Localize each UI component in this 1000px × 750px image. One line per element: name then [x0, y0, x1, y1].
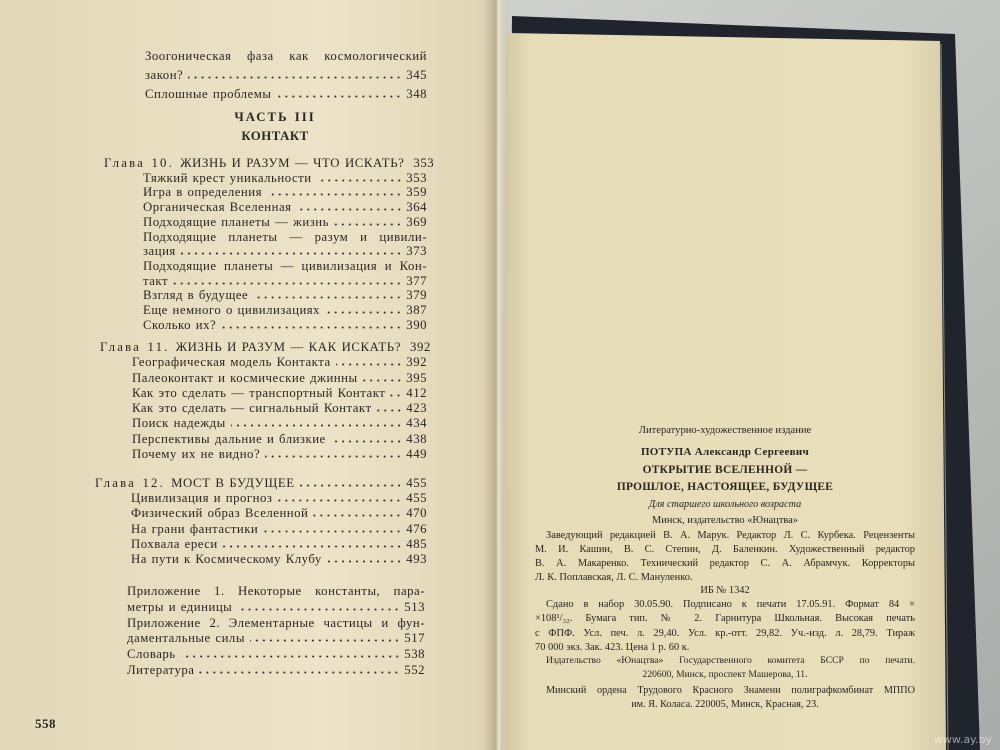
leader-dots	[277, 499, 402, 502]
leader-dots	[334, 223, 402, 226]
leader-dots	[300, 484, 403, 487]
publisher-address-line: Издательство «Юнацтва» Государственного комитета БССР по печати.	[546, 655, 915, 666]
toc-entry-row	[143, 185, 427, 200]
author-name: ПОТУПА Александр Сергеевич	[640, 446, 810, 458]
toc-entry-row	[143, 171, 427, 186]
toc-page-number: 513	[404, 599, 425, 614]
toc-page-number: 517	[404, 631, 425, 646]
toc-page-number: 538	[404, 647, 425, 662]
toc-entry-row	[131, 491, 427, 506]
part-number: ЧАСТЬ III	[234, 110, 316, 124]
toc-entry-row	[132, 371, 427, 386]
right-page-colophon	[535, 0, 915, 750]
toc-entry	[100, 401, 427, 416]
toc-entry-text: На грани фантастики	[131, 521, 259, 536]
toc-entry	[104, 171, 427, 186]
toc-entry	[127, 584, 425, 616]
print-details	[535, 598, 915, 656]
toc-page-number: 373	[406, 244, 427, 259]
leader-dots	[317, 179, 403, 182]
toc-entry-row	[127, 600, 425, 616]
leader-dots	[363, 379, 403, 382]
leader-dots	[263, 530, 402, 533]
toc-entry-row	[132, 355, 427, 370]
toc-entry-row	[145, 85, 427, 104]
chapter-section	[100, 340, 431, 462]
toc-entry-text: Приложение 1. Некоторые константы, пара-	[127, 584, 425, 598]
chapter-page-number: 353	[413, 156, 435, 170]
toc-page-number: 345	[406, 68, 427, 82]
toc-entry-text: Похвала ереси	[131, 536, 218, 551]
printer-info-line: Минский ордена Трудового Красного Знамени полиграфкомбинат МППО	[546, 685, 915, 696]
credits-line: Заведующий редакцией В. А. Марук. Редактор Л. С. Курбека. Рецензенты	[546, 530, 915, 541]
toc-page-number: 438	[406, 431, 427, 446]
toc-entry	[95, 491, 427, 506]
chapter-label: Глава 12.	[95, 476, 166, 490]
toc-entry	[104, 230, 427, 259]
toc-entry	[100, 386, 427, 401]
toc-entry	[104, 200, 427, 215]
toc-entry-row	[127, 663, 425, 679]
toc-page-number: 359	[406, 185, 427, 200]
toc-page-number: 423	[406, 401, 427, 416]
print-details-line: ×108¹/₃₂. Бумага тип. № 2. Гарнитура Школьная. Высокая печать	[535, 613, 915, 624]
target-audience: Для старшего школьного возраста	[648, 499, 802, 510]
toc-page-number: 434	[406, 416, 427, 431]
toc-entry	[145, 47, 427, 85]
toc-entry-row	[131, 537, 427, 552]
toc-entry-text: Географическая модель Контакта	[132, 355, 331, 370]
leader-dots	[231, 424, 403, 427]
leader-dots	[188, 76, 402, 79]
toc-entry-row	[131, 522, 427, 537]
toc-entry-row	[132, 447, 427, 462]
toc-entry-text: закон?	[145, 68, 184, 82]
leader-dots	[199, 671, 400, 674]
leader-dots	[325, 311, 402, 314]
toc-page-number: 449	[406, 447, 427, 462]
toc-entry-row	[145, 66, 427, 85]
toc-entry-text: Почему их не видно?	[132, 447, 261, 462]
toc-entry-row	[143, 274, 427, 289]
chapter-title: ЖИЗНЬ И РАЗУМ — ЧТО ИСКАТЬ?	[180, 156, 405, 170]
toc-entry-row	[143, 200, 427, 215]
toc-entry-text: Подходящие планеты — жизнь	[143, 214, 329, 229]
toc-entry	[104, 318, 427, 333]
chapter-page-number: 455	[406, 476, 427, 490]
toc-entry	[95, 506, 427, 521]
part-heading	[100, 108, 450, 146]
toc-entry	[100, 432, 427, 447]
toc-entry-row	[143, 318, 427, 333]
part-title: КОНТАКТ	[241, 129, 309, 143]
credits-line: В. А. Макаренко. Технический редактор С. А. Абрамчук. Корректоры	[535, 558, 915, 569]
toc-page-number: 390	[406, 317, 427, 332]
toc-entry	[95, 537, 427, 552]
chapter-title: ЖИЗНЬ И РАЗУМ — КАК ИСКАТЬ?	[175, 340, 402, 354]
leader-dots	[250, 639, 400, 642]
toc-entry-text: Сплошные проблемы	[145, 87, 272, 101]
toc-entry-row	[143, 244, 427, 259]
leader-dots	[181, 252, 402, 255]
toc-entry-row	[132, 386, 427, 401]
toc-page-number: 353	[406, 170, 427, 185]
publisher-line: Минск, издательство «Юнацтва»	[652, 515, 798, 526]
leader-dots	[276, 95, 402, 98]
credits-line: М. И. Кашин, В. С. Степин, Д. Баленкин. Художественный редактор	[535, 544, 915, 555]
toc-entry-row	[132, 401, 427, 416]
chapter-page-number: 392	[410, 340, 431, 354]
publisher-address	[535, 654, 915, 681]
toc-entry-text: Палеоконтакт и космические джинны	[132, 370, 358, 385]
publisher-address-line: 220600, Минск, проспект Машерова, 11.	[642, 668, 808, 680]
watermark: www.ay.by	[933, 733, 992, 746]
toc-entry-row	[132, 432, 427, 447]
edition-type: Литературно-художественное издание	[638, 425, 812, 436]
toc-entry	[104, 259, 427, 288]
toc-entry-text: Зоогоническая фаза как космологический	[145, 49, 427, 63]
page-number: 558	[35, 716, 56, 731]
leader-dots	[327, 560, 403, 563]
toc-entry-text: Еще немного о цивилизациях	[143, 303, 321, 318]
toc-page-number: 455	[406, 491, 427, 506]
toc-entry-text: Подходящие планеты — цивилизация и Кон-	[143, 258, 427, 273]
toc-entry	[145, 85, 427, 104]
chapter-section	[95, 476, 427, 567]
book-title	[535, 462, 915, 496]
toc-entry-text: Словарь	[127, 647, 176, 662]
toc-entry-text: Физический образ Вселенной	[131, 506, 309, 521]
toc-entry-row	[143, 215, 427, 230]
toc-page-number: 485	[406, 536, 427, 551]
toc-entry-text: Как это сделать — сигнальный Контакт	[132, 401, 372, 416]
chapter-section	[104, 156, 435, 332]
toc-entry-row	[127, 631, 425, 647]
leader-dots	[181, 655, 401, 658]
chapter-heading	[100, 340, 431, 355]
toc-entry-text: Цивилизация и прогноз	[131, 491, 273, 506]
toc-top-entries	[145, 47, 427, 104]
toc-entry-text: Игра в определения	[143, 185, 263, 200]
toc-entry	[127, 663, 425, 679]
leader-dots	[253, 296, 402, 299]
leader-dots	[173, 282, 402, 285]
toc-page-number: 377	[406, 273, 427, 288]
editorial-credits	[535, 529, 915, 585]
toc-entry-text: На пути к Космическому Клубу	[131, 552, 322, 567]
toc-entry	[104, 288, 427, 303]
toc-entry-text: Взгляд в будущее	[143, 288, 249, 303]
toc-page-number: 379	[406, 288, 427, 303]
toc-entry-row	[143, 288, 427, 303]
toc-entry	[100, 371, 427, 386]
leader-dots	[265, 455, 402, 458]
toc-page-number: 364	[406, 200, 427, 215]
toc-entry	[100, 416, 427, 431]
leader-dots	[390, 394, 402, 397]
leader-dots	[223, 545, 403, 548]
toc-page-number: 412	[406, 385, 427, 400]
leader-dots	[237, 608, 400, 611]
chapter-heading	[95, 476, 427, 491]
toc-page-number: 369	[406, 214, 427, 229]
chapter-title: МОСТ В БУДУЩЕЕ	[171, 476, 295, 490]
toc-entry-text: Приложение 2. Элементарные частицы и фун-	[127, 615, 425, 630]
toc-page-number: 395	[406, 370, 427, 385]
leader-dots	[336, 363, 403, 366]
toc-entry-text: зация	[143, 244, 176, 259]
toc-appendices	[127, 584, 425, 679]
chapter-heading	[104, 156, 435, 171]
toc-entry-text: Подходящие планеты — разум и цивили-	[143, 229, 427, 244]
leader-dots	[377, 409, 403, 412]
ib-number: ИБ № 1342	[700, 585, 750, 596]
print-details-line: 70 000 экз. Зак. 423. Цена 1 р. 60 к.	[535, 642, 690, 653]
toc-page-number: 387	[406, 303, 427, 318]
toc-entry-text: Тяжкий крест уникальности	[143, 170, 312, 185]
toc-entry	[95, 522, 427, 537]
toc-entry-row	[127, 647, 425, 663]
leader-dots	[221, 326, 402, 329]
toc-entry	[95, 552, 427, 567]
toc-entry-text: метры и единицы	[127, 599, 233, 614]
toc-page-number: 392	[406, 355, 427, 370]
book-title-line: ПРОШЛОЕ, НАСТОЯЩЕЕ, БУДУЩЕЕ	[616, 481, 834, 493]
toc-entry	[127, 616, 425, 648]
leader-dots	[267, 193, 402, 196]
toc-entry	[100, 355, 427, 370]
print-details-line: Сдано в набор 30.05.90. Подписано к печати 17.05.91. Формат 84 ×	[546, 598, 915, 610]
toc-page-number: 493	[406, 552, 427, 567]
toc-entry-text: Как это сделать — транспортный Контакт	[132, 385, 386, 400]
toc-page-number: 552	[404, 662, 425, 677]
book-title-line: ОТКРЫТИЕ ВСЕЛЕННОЙ —	[642, 464, 808, 476]
toc-entry	[104, 303, 427, 318]
toc-entry-row	[132, 416, 427, 431]
toc-entry-text: такт	[143, 273, 169, 288]
printer-info-line: им. Я. Коласа. 220005, Минск, Красная, 23.	[631, 698, 819, 710]
chapter-label: Глава 11.	[100, 340, 170, 354]
toc-entry-row	[143, 303, 427, 318]
toc-entry-text: Поиск надежды	[132, 416, 226, 431]
toc-entry-row	[131, 506, 427, 521]
toc-entry	[127, 647, 425, 663]
toc-entry-text: Органическая Вселенная	[143, 200, 292, 215]
credits-line: Л. К. Поплавская, Л. С. Мануленко.	[535, 572, 693, 583]
leader-dots	[313, 514, 402, 517]
toc-entry-text: Сколько их?	[143, 317, 217, 332]
printer-info	[535, 684, 915, 711]
chapter-label: Глава 10.	[104, 156, 175, 170]
toc-page-number: 476	[406, 521, 427, 536]
leader-dots	[331, 440, 403, 443]
toc-entry	[100, 447, 427, 462]
toc-entry-row	[131, 552, 427, 567]
leader-dots	[297, 208, 403, 211]
toc-entry-text: Литература	[127, 662, 195, 677]
toc-page-number: 348	[406, 87, 427, 101]
print-details-line: с ФПФ. Усл. печ. л. 29,40. Усл. кр.-отт. 29,82. Уч.-изд. л. 28,79. Тираж	[535, 627, 915, 639]
toc-entry-text: даментальные силы	[127, 631, 245, 646]
toc-page-number: 470	[406, 506, 427, 521]
toc-entry-text: Перспективы дальние и близкие	[132, 431, 326, 446]
toc-entry	[104, 215, 427, 230]
toc-entry	[104, 185, 427, 200]
